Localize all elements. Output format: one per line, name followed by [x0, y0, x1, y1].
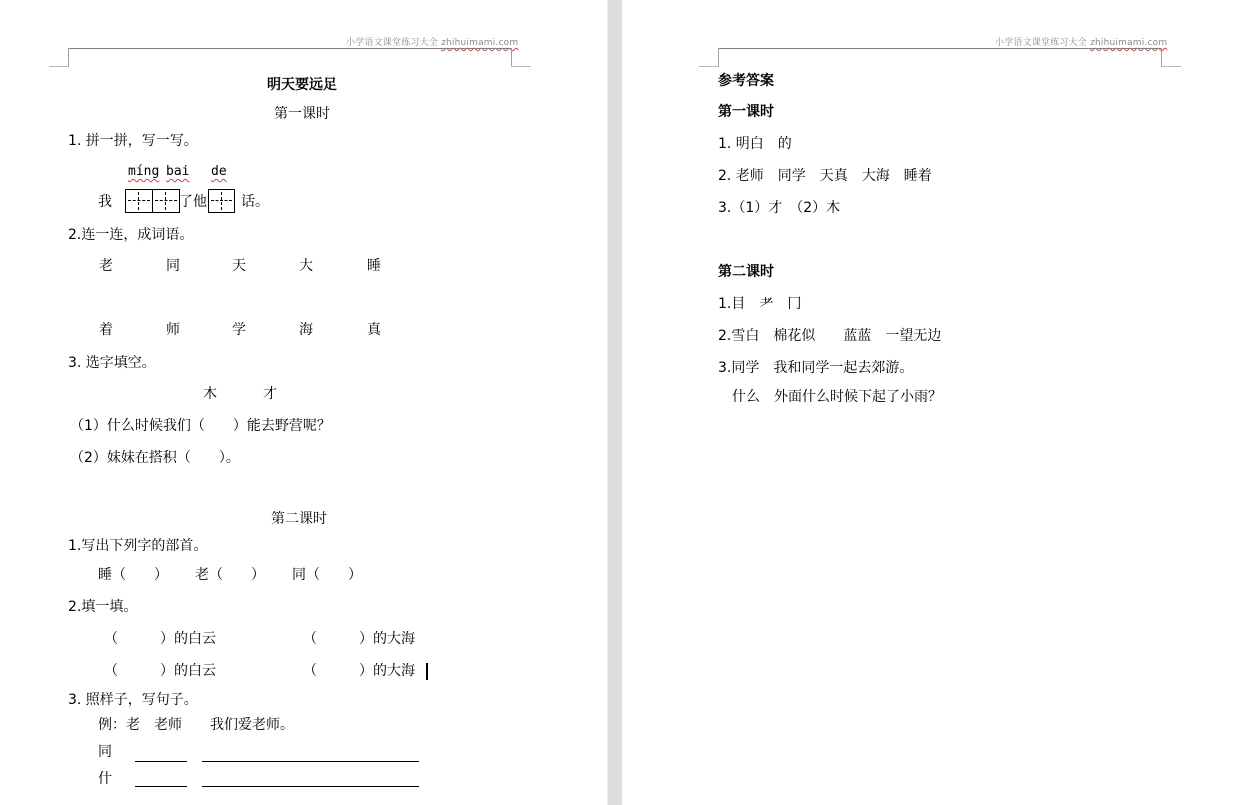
match-bottom-4: 海 [299, 322, 313, 338]
answers-lesson2-heading: 第二课时 [718, 264, 774, 280]
header-rule [68, 48, 511, 49]
q1-prompt: 1. 拼一拼，写一写。 [68, 133, 198, 149]
margin-corner-left [68, 48, 69, 66]
fill-row2-right: （ ）的大海 [303, 663, 415, 679]
fill-row2-left: （ ）的白云 [104, 663, 216, 679]
exercise-char-1: 同 [98, 744, 112, 760]
blank-sentence-1[interactable] [202, 761, 419, 762]
header-site-name: 小学语文课堂练习大全 [346, 38, 439, 48]
answer-l1-3: 3.（1）才 （2）木 [718, 200, 841, 216]
margin-tick-left [49, 66, 69, 67]
sentence-end: 话。 [241, 194, 269, 210]
fill-row1-left: （ ）的白云 [104, 631, 216, 647]
margin-corner-left [718, 48, 719, 66]
l2-q1-prompt: 1.写出下列字的部首。 [68, 538, 208, 554]
pinyin-bai: bai [166, 164, 190, 179]
radical-item-2: 老（ ） [195, 567, 265, 583]
page-header [346, 35, 518, 48]
lesson1-heading: 第一课时 [274, 106, 330, 122]
pinyin-ming: míng [128, 164, 160, 179]
sentence-start: 我 [98, 194, 112, 210]
blank-word-2[interactable] [135, 786, 187, 787]
match-top-2: 同 [166, 258, 180, 274]
q2-prompt: 2.连一连，成词语。 [68, 227, 194, 243]
answer-l1-2: 2. 老师 同学 天真 大海 睡着 [718, 168, 932, 184]
header-site-url: zhihuimami.com [1090, 38, 1168, 48]
lesson2-heading: 第二课时 [271, 511, 327, 527]
choice-mu: 木 [203, 386, 217, 402]
margin-tick-right [1161, 66, 1181, 67]
answers-title: 参考答案 [718, 73, 774, 89]
match-bottom-1: 着 [99, 322, 113, 338]
match-top-3: 天 [232, 258, 246, 274]
answer-l2-4: 什么 外面什么时候下起了小雨？ [718, 389, 942, 405]
sentence-mid: 了他 [179, 194, 207, 210]
writing-box-mingbai[interactable] [125, 189, 180, 213]
blank-word-1[interactable] [135, 761, 187, 762]
match-top-5: 睡 [367, 258, 381, 274]
match-bottom-3: 学 [232, 322, 246, 338]
radical-item-3: 同（ ） [292, 567, 362, 583]
choice-cai: 才 [263, 386, 277, 402]
page-gutter [607, 0, 623, 805]
fill-row1-right: （ ）的大海 [303, 631, 415, 647]
document-title: 明天要远足 [267, 77, 337, 93]
margin-tick-left [699, 66, 719, 67]
answer-l2-1: 1.目 耂 冂 [718, 296, 802, 312]
header-rule [718, 48, 1161, 49]
l2-q3-prompt: 3. 照样子，写句子。 [68, 692, 198, 708]
pinyin-de: de [211, 164, 227, 179]
document-page-left [0, 0, 607, 805]
example-sentence: 例：老 老师 我们爱老师。 [98, 717, 294, 733]
q3-item-2: （2）妹妹在搭积（ ）。 [70, 450, 240, 466]
match-top-1: 老 [99, 258, 113, 274]
match-top-4: 大 [299, 258, 313, 274]
writing-box-de[interactable] [208, 189, 235, 213]
radical-item-1: 睡（ ） [98, 567, 168, 583]
q3-item-1: （1）什么时候我们（ ）能去野营呢？ [70, 418, 331, 434]
answers-lesson1-heading: 第一课时 [718, 104, 774, 120]
answer-l1-1: 1. 明白 的 [718, 136, 792, 152]
header-site-name: 小学语文课堂练习大全 [995, 38, 1088, 48]
margin-corner-right [1161, 48, 1162, 66]
margin-corner-right [511, 48, 512, 66]
blank-sentence-2[interactable] [202, 786, 419, 787]
document-page-right [622, 0, 1237, 805]
text-cursor [426, 663, 428, 680]
answer-l2-3: 3.同学 我和同学一起去郊游。 [718, 360, 914, 376]
q3-prompt: 3. 选字填空。 [68, 355, 156, 371]
match-bottom-5: 真 [367, 322, 381, 338]
exercise-char-2: 什 [98, 771, 112, 787]
match-bottom-2: 师 [166, 322, 180, 338]
page-header [995, 35, 1167, 48]
l2-q2-prompt: 2.填一填。 [68, 599, 138, 615]
margin-tick-right [511, 66, 531, 67]
answer-l2-2: 2.雪白 棉花似 蓝蓝 一望无边 [718, 328, 942, 344]
header-site-url: zhihuimami.com [441, 38, 519, 48]
